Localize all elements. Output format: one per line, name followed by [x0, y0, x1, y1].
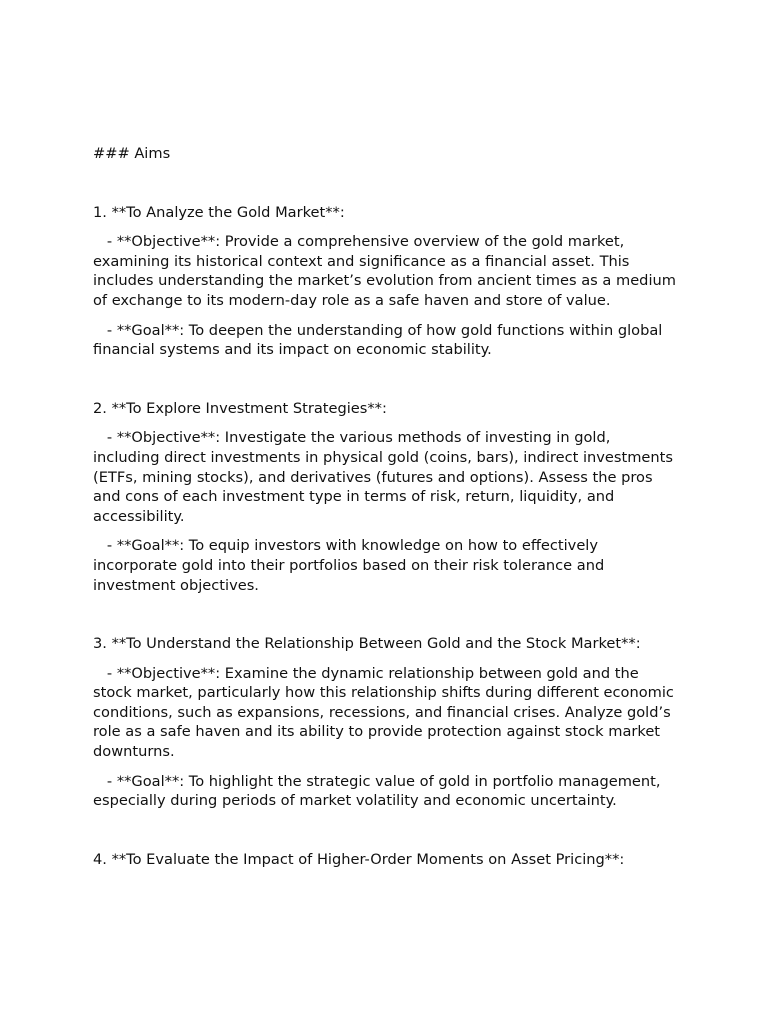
aim-goal: - **Goal**: To deepen the understanding of how gold functions within global financial systems and its impact on economic stability.: [93, 321, 667, 359]
section-heading: ### Aims: [93, 145, 171, 162]
aim-item-3: [93, 634, 678, 811]
aim-title: 2. **To Explore Investment Strategies**:: [93, 399, 387, 417]
aim-goal: - **Goal**: To highlight the strategic value of gold in portfolio management, especially during periods of market volatility and economic uncertainty.: [93, 772, 666, 810]
aim-objective: - **Objective**: Provide a comprehensive overview of the gold market, examining its historical context and significance as a financial asset. This includes understanding the market’s evolution from ancient times as a medium of exchange to its modern-day role as a safe haven and store of value.: [93, 233, 681, 309]
aim-goal: - **Goal**: To equip investors with knowledge on how to effectively incorporate gold into their portfolios based on their risk tolerance and investment objectives.: [93, 537, 609, 594]
aim-item-4: [93, 850, 678, 870]
aim-title: 3. **To Understand the Relationship Between Gold and the Stock Market**:: [93, 635, 641, 653]
aim-objective: - **Objective**: Investigate the various methods of investing in gold, including direct investments in physical gold (coins, bars), indirect investments (ETFs, mining stocks), and derivatives (futures and options). Assess the pros and cons of each investment type in terms of risk, return, liquidity, and accessibility.: [93, 429, 678, 525]
document-page: [93, 144, 681, 879]
aim-objective: - **Objective**: Examine the dynamic relationship between gold and the stock market, particularly how this relationship shifts during different economic conditions, such as expansions, recessions, and financial crises. Analyze gold’s role as a safe haven and its ability to provide protection against stock market downturns.: [93, 664, 679, 761]
aim-item-2: [93, 399, 678, 595]
aim-title: 4. **To Evaluate the Impact of Higher-Order Moments on Asset Pricing**:: [93, 850, 625, 868]
aim-item-1: [93, 203, 681, 360]
aim-title: 1. **To Analyze the Gold Market**:: [93, 203, 345, 221]
